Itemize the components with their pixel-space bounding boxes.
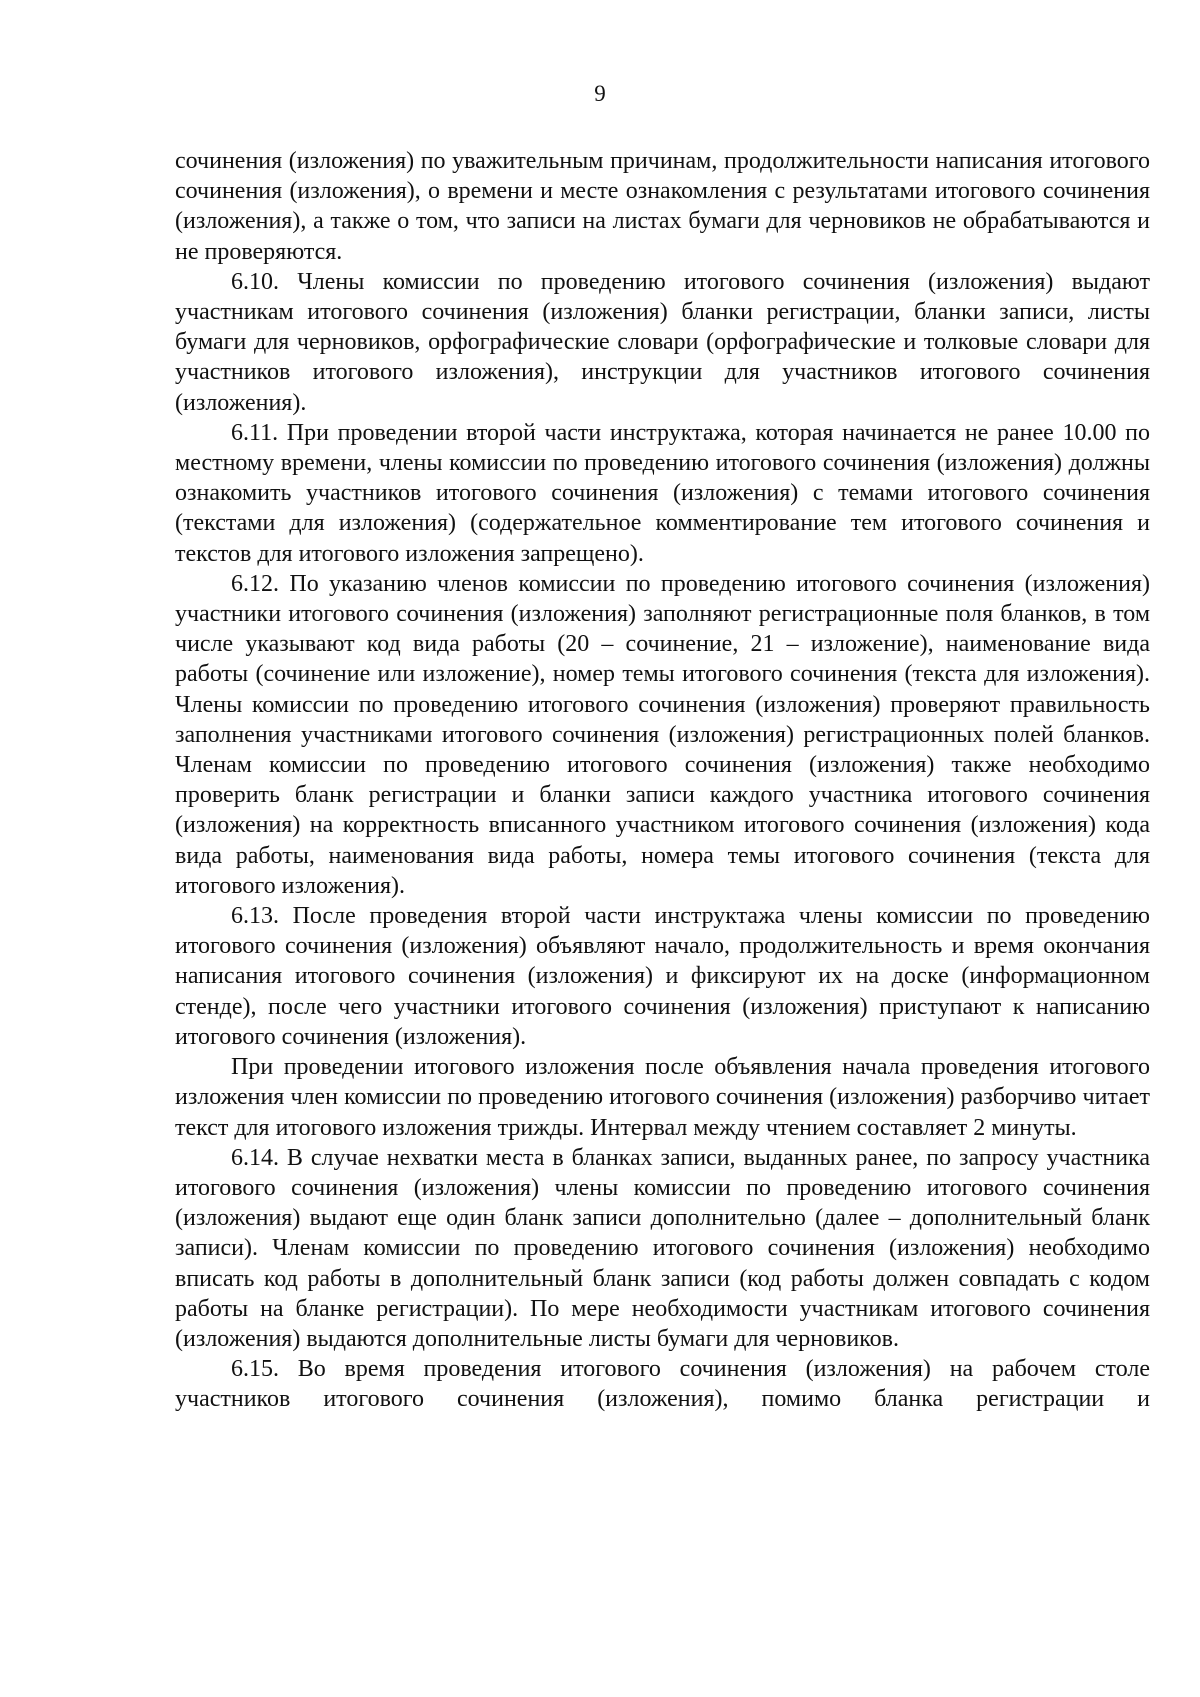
page-number: 9 bbox=[594, 81, 606, 106]
paragraph-6-14: 6.14. В случае нехватки места в бланках записи, выданных ранее, по запросу участника итогового сочинения (изложения) члены комиссии по проведению итогового сочинения (изложения) выдают еще один бланк записи дополнительно (далее – дополнительный бланк записи). Членам комиссии по проведению итогового сочинения (изложения) необходимо вписать код работы в дополнительный бланк записи (код работы должен совпадать с кодом работы на бланке регистрации). По мере необходимости участникам итогового сочинения (изложения) выдаются дополнительные листы бумаги для черновиков. bbox=[175, 1144, 1150, 1352]
paragraph-6-12: 6.12. По указанию членов комиссии по проведению итогового сочинения (изложения) участники итогового сочинения (изложения) заполняют регистрационные поля бланков, в том числе указывают код вида работы (20 – сочинение, 21 – изложение), наименование вида работы (сочинение или изложение), номер темы итогового сочинения (текста для изложения). Члены комиссии по проведению итогового сочинения (изложения) проверяют правильность заполнения участниками итогового сочинения (изложения) регистрационных полей бланков. Членам комиссии по проведению итогового сочинения (изложения) также необходимо проверить бланк регистрации и бланки записи каждого участника итогового сочинения (изложения) на корректность вписанного участником итогового сочинения (изложения) кода вида работы, наименования вида работы, номера темы итогового сочинения (текста для итогового изложения). bbox=[175, 570, 1150, 899]
paragraph-continued: сочинения (изложения) по уважительным причинам, продолжительности написания итогового сочинения (изложения), о времени и месте ознакомления с результатами итогового сочинения (изложения), а также о том, что записи на листах бумаги для черновиков не обрабатываются и не проверяются. bbox=[175, 148, 1150, 265]
paragraph-reading-interval: При проведении итогового изложения после объявления начала проведения итогового изложения член комиссии по проведению итогового сочинения (изложения) разборчиво читает текст для итогового изложения трижды. Интервал между чтением составляет 2 минуты. bbox=[175, 1054, 1150, 1141]
paragraph-6-11: 6.11. При проведении второй части инструктажа, которая начинается не ранее 10.00 по местному времени, члены комиссии по проведению итогового сочинения (изложения) должны ознакомить участников итогового сочинения (изложения) с темами итогового сочинения (текстами для изложения) (содержательное комментирование тем итогового сочинения и текстов для итогового изложения запрещено). bbox=[175, 419, 1150, 567]
paragraph-6-15: 6.15. Во время проведения итогового сочинения (изложения) на рабочем столе участников итогового сочинения (изложения), помимо бланка регистрации и bbox=[175, 1356, 1150, 1413]
paragraph-6-10: 6.10. Члены комиссии по проведению итогового сочинения (изложения) выдают участникам итогового сочинения (изложения) бланки регистрации, бланки записи, листы бумаги для черновиков, орфографические словари (орфографические и толковые словари для участников итогового изложения), инструкции для участников итогового сочинения (изложения). bbox=[175, 268, 1150, 416]
document-body bbox=[175, 146, 1150, 1415]
paragraph-6-13: 6.13. После проведения второй части инструктажа члены комиссии по проведению итогового сочинения (изложения) объявляют начало, продолжительность и время окончания написания итогового сочинения (изложения) и фиксируют их на доске (информационном стенде), после чего участники итогового сочинения (изложения) приступают к написанию итогового сочинения (изложения). bbox=[175, 903, 1150, 1050]
